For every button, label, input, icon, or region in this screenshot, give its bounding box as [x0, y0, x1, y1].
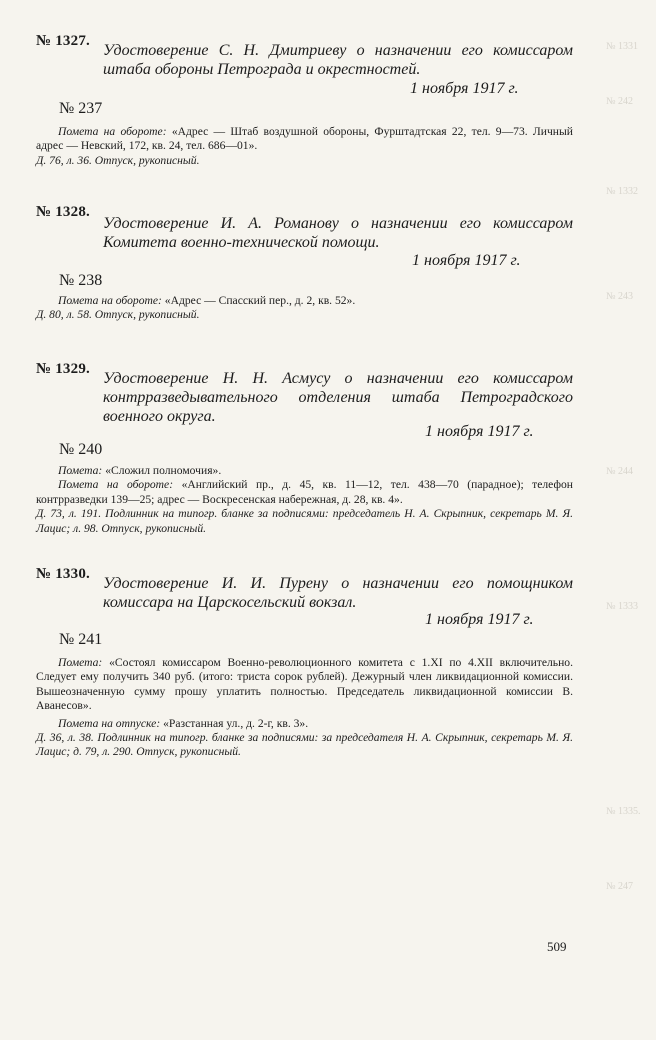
inner-number: № 237 — [59, 100, 103, 117]
source-line: Д. 36, л. 38. Подлинник на типогр. бланке за подписями: за председателя Н. А. Скрыпник, секретарь М. Я. Лацис; д. 79, л. 290. Отпуск, рукописный. — [36, 731, 573, 759]
note — [36, 294, 573, 308]
source-line: Д. 76, л. 36. Отпуск, рукописный. — [36, 153, 200, 167]
note-label: Помета на отпуске: — [58, 716, 161, 730]
notes — [36, 125, 573, 168]
note-label: Помета: — [58, 464, 103, 477]
entry-title: Удостоверение Н. Н. Асмусу о назначении его комиссаром контрразведывательного отделения штаба Петроградского военного округа. — [103, 370, 573, 425]
note-label: Помета на обороте: — [58, 478, 174, 492]
note-text: «Разстанная ул., д. 2-г, кв. 3». — [163, 716, 309, 730]
inner-number: № 238 — [59, 272, 103, 289]
notes — [36, 656, 573, 760]
source-line: Д. 73, л. 191. Подлинник на типогр. бланке за подписями: председатель Н. А. Скрыпник, секретарь М. Я. Лацис; л. 98. Отпуск, рукописный. — [36, 507, 573, 535]
entry-title: Удостоверение И. А. Романову о назначении его комиссаром Комитета военно-технической помощи. — [103, 215, 573, 251]
inner-number: № 240 — [59, 441, 103, 458]
note-text: «Английский пр., д. 45, кв. 11—12, тел. 438—70 (парадное); телефон контрразведки 139—25; адрес — Воскресенская набережная, д. 28, кв. 4». — [36, 478, 573, 506]
entry-title: Удостоверение С. Н. Дмитриеву о назначении его комиссаром штаба обороны Петрограда и окрестностей. — [103, 42, 573, 78]
entry-date: 1 ноября 1917 г. — [410, 80, 519, 97]
entry-date: 1 ноября 1917 г. — [425, 423, 534, 440]
note — [36, 478, 573, 507]
note-text: «Адрес — Спасский пер., д. 2, кв. 52». — [164, 294, 356, 307]
source-line: Д. 80, л. 58. Отпуск, рукописный. — [36, 308, 200, 322]
note-text: «Состоял комиссаром Военно-революционного комитета с 1.XI по 4.XII включительно. Следует ему получить 340 руб. (итого: триста сорок рублей). Дежурный член ликвидационной комиссии. Вышеозначенную сумму прошу уплатить полностью. Председатель ликвидационной комиссии В. Аванесов». — [36, 656, 573, 713]
entry-date: 1 ноября 1917 г. — [412, 252, 521, 269]
note — [36, 125, 573, 154]
note-text: «Адрес — Штаб воздушной обороны, Фурштадтская 22, тел. 9—73. Личный адрес — Невский, 172, кв. 24, тел. 686—01». — [36, 125, 573, 153]
bleed-through: № 1331 № 242 № 1332 № 243 № 244 № 1333 № 1335. № 247 — [606, 41, 641, 892]
note-label: Помета на обороте: — [58, 125, 167, 138]
notes — [36, 464, 573, 536]
note-text: «Сложил полномочия». — [105, 464, 222, 477]
note — [36, 464, 573, 478]
entry-number: № 1327. — [36, 33, 90, 49]
note-label: Помета: — [58, 656, 103, 669]
inner-number: № 241 — [59, 631, 103, 648]
entry-number: № 1328. — [36, 204, 90, 220]
note — [36, 656, 573, 714]
entry-title: Удостоверение И. И. Пурену о назначении его помощником комиссара на Царскосельский вокзал. — [103, 575, 573, 611]
entry-number: № 1330. — [36, 566, 90, 582]
page-number: 509 — [547, 939, 567, 954]
entry-number: № 1329. — [36, 361, 90, 377]
notes — [36, 294, 573, 323]
note — [36, 717, 573, 731]
entry-date: 1 ноября 1917 г. — [425, 611, 534, 628]
note-label: Помета на обороте: — [58, 294, 162, 307]
